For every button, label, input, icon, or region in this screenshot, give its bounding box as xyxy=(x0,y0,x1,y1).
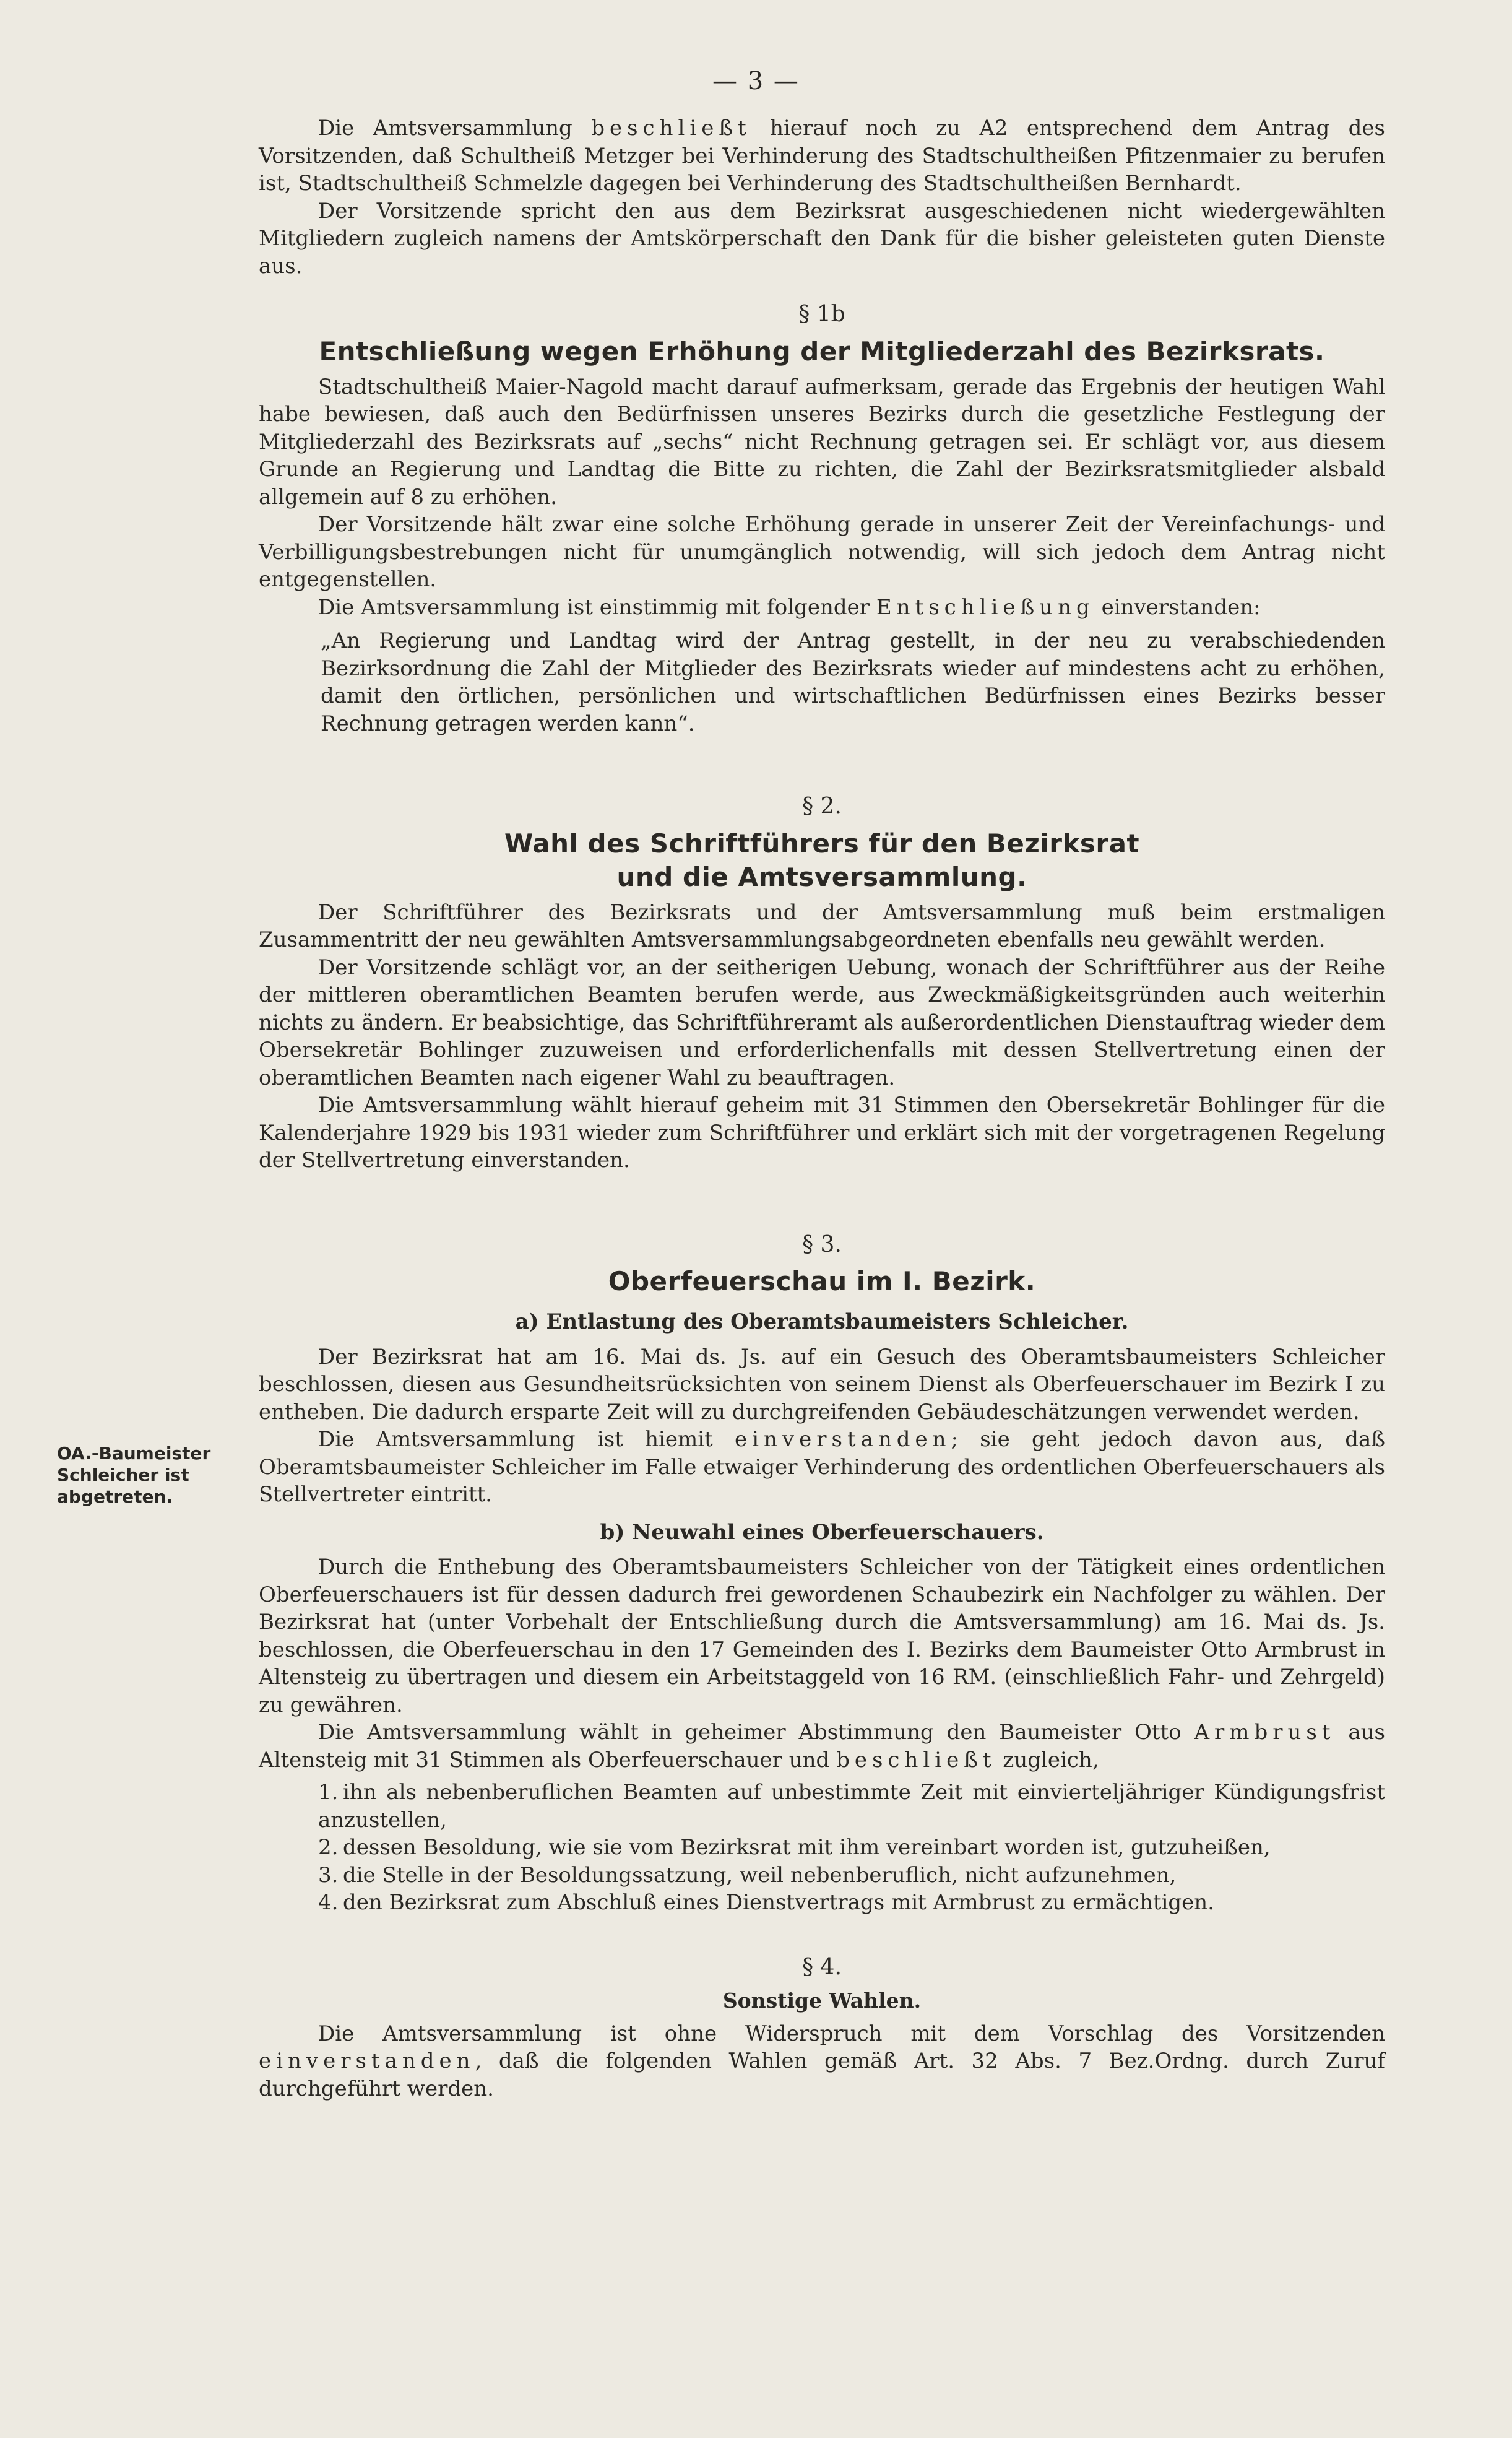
subsection-heading: a) Entlastung des Oberamtsbaumeisters Schleicher. xyxy=(515,1309,1129,1334)
list-number: 4. xyxy=(318,1890,339,1915)
list-text: dessen Besoldung, wie sie vom Bezirksrat mit ihm vereinbart worden ist, gutzuheißen, xyxy=(343,1835,1271,1860)
list-item xyxy=(318,1889,1385,1917)
text-run: Die Amtsversammlung xyxy=(318,116,592,141)
page-number: — 3 — xyxy=(712,67,800,95)
section-heading: Entschließung wegen Erhöhung der Mitgliederzahl des Bezirksrats. xyxy=(319,336,1325,367)
paragraph: Der Vorsitzende schlägt vor, an der seitherigen Uebung, wonach der Schriftführer aus der Reihe der mittleren oberamtlichen Beamten berufen werde, aus Zweckmäßigkeitsgründen auch weiterhin nichts zu ändern. Er beabsichtige, das Schriftführeramt als außerordentlichen Dienstauftrag wieder dem Obersekretär Bohlinger zuzuweisen und erforderlichenfalls mit dessen Stellvertretung einen der oberamtlichen Beamten nach eigener Wahl zu beauftragen. xyxy=(259,955,1385,1090)
paragraph xyxy=(259,1426,1385,1509)
paragraph: Der Schriftführer des Bezirksrats und der Amtsversammlung muß beim erstmaligen Zusammentritt der neu gewählten Amtsversammlungsabgeordneten ebenfalls neu gewählt werden. xyxy=(259,900,1385,952)
subsection-heading: b) Neuwahl eines Oberfeuerschauers. xyxy=(600,1519,1044,1545)
section-heading: und die Amtsversammlung. xyxy=(616,861,1027,892)
margin-note-line: abgetreten. xyxy=(57,1486,173,1507)
list-item xyxy=(318,1862,1385,1889)
spaced-text: einverstanden xyxy=(259,2049,475,2073)
paragraph xyxy=(259,594,1385,622)
spaced-text: Armbrust xyxy=(1194,1720,1336,1745)
paragraph: Der Bezirksrat hat am 16. Mai ds. Js. auf ein Gesuch des Oberamtsbaumeisters Schleicher beschlossen, diesen aus Gesundheitsrücksichten von seinem Dienst als Oberfeuerschauer im Bezirk I zu entheben. Die dadurch ersparte Zeit will zu durchgreifenden Gebäudeschätzungen verwendet werden. xyxy=(259,1344,1385,1425)
margin-note-line: Schleicher ist xyxy=(57,1465,189,1485)
spaced-text: beschließt xyxy=(836,1747,996,1772)
paragraph: Durch die Enthebung des Oberamtsbaumeisters Schleicher von der Tätigkeit eines ordentlichen Oberfeuerschauers ist für dessen dadurch frei gewordenen Schaubezirk ein Nachfolger zu wählen. Der Bezirksrat hat (unter Vorbehalt der Entschließung durch die Amtsversammlung) am 16. Mai ds. Js. beschlossen, die Oberfeuerschau in den 17 Gemeinden des I. Bezirks dem Baumeister Otto Armbrust in Altensteig zu übertragen und diesem ein Arbeitstaggeld von 16 RM. (einschließlich Fahr- und Zehrgeld) zu gewähren. xyxy=(259,1555,1385,1717)
list-text: ihn als nebenberuflichen Beamten auf unbestimmte Zeit mit einvierteljähriger Kündigungsfrist anzustellen, xyxy=(318,1780,1385,1833)
text-run: , daß die folgenden Wahlen gemäß Art. 32 Abs. 7 Bez.Ordng. durch Zuruf durchgeführt werden. xyxy=(259,2049,1385,2101)
text-run: hierauf noch zu A2 entsprechend dem Antrag des Vorsitzenden, daß Schultheiß Metzger bei Verhinderung des Stadtschultheißen Pfitzenmaier zu berufen ist, Stadtschultheiß Schmelzle dagegen bei Verhinderung des Stadtschultheißen Bernhardt. xyxy=(259,116,1385,196)
paragraph xyxy=(259,2020,1385,2103)
list-number: 2. xyxy=(318,1835,339,1860)
resolution-list xyxy=(318,1779,1385,1917)
text-run: Die Amtsversammlung ist ohne Widerspruch mit dem Vorschlag des Vorsitzenden xyxy=(318,2021,1385,2046)
spaced-text: Entschließung xyxy=(876,594,1095,620)
list-number: 3. xyxy=(318,1862,339,1888)
section-number: § 4. xyxy=(802,1954,842,1980)
paragraph xyxy=(259,1719,1385,1774)
section-number: § 1b xyxy=(798,301,845,327)
text-run: aus Altensteig mit 31 Stimmen als Oberfeuerschauer und xyxy=(259,1720,1385,1772)
list-item xyxy=(318,1834,1385,1862)
list-item xyxy=(318,1779,1385,1834)
text-run: Die Amtsversammlung ist einstimmig mit folgender xyxy=(318,594,876,620)
intro-paragraph xyxy=(259,115,1385,197)
page-content xyxy=(259,115,1385,2102)
intro-paragraph: Der Vorsitzende spricht den aus dem Bezirksrat ausgeschiedenen nicht wiedergewählten Mitgliedern zugleich namens der Amtskörperschaft den Dank für die bisher geleisteten guten Dienste aus. xyxy=(259,198,1385,279)
section-heading: Sonstige Wahlen. xyxy=(722,1989,922,2013)
paragraph: Die Amtsversammlung wählt hierauf geheim mit 31 Stimmen den Obersekretär Bohlinger für die Kalenderjahre 1929 bis 1931 wieder zum Schriftführer und erklärt sich mit der vorgetragenen Regelung der Stellvertretung einverstanden. xyxy=(259,1093,1385,1173)
text-run: ; sie geht jedoch davon aus, daß Oberamtsbaumeister Schleicher im Falle etwaiger Verhinderung des ordentlichen Oberfeuerschauers als Stellvertreter eintritt. xyxy=(259,1427,1385,1507)
section-heading: Wahl des Schriftführers für den Bezirksrat xyxy=(504,828,1140,859)
spaced-text: einverstanden xyxy=(735,1427,951,1452)
list-text: den Bezirksrat zum Abschluß eines Dienstvertrags mit Armbrust zu ermächtigen. xyxy=(343,1890,1214,1915)
quoted-resolution: „An Regierung und Landtag wird der Antrag gestellt, in der neu zu verabschiedenden Bezirksordnung die Zahl der Mitglieder des Bezirksrats wieder auf mindestens acht zu erhöhen, damit den örtlichen, persönlichen und wirtschaftlichen Bedürfnissen eines Bezirks besser Rechnung getragen werden kann“. xyxy=(321,628,1385,736)
text-run: Die Amtsversammlung ist hiemit xyxy=(318,1427,735,1452)
text-run: einverstanden: xyxy=(1094,594,1261,620)
margin-note xyxy=(57,1442,243,1507)
section-heading: Oberfeuerschau im I. Bezirk. xyxy=(608,1266,1036,1296)
list-number: 1. xyxy=(318,1780,339,1805)
text-run: zugleich, xyxy=(996,1747,1099,1772)
paragraph: Der Vorsitzende hält zwar eine solche Erhöhung gerade in unserer Zeit der Vereinfachungs- und Verbilligungsbestrebungen nicht für unumgänglich notwendig, will sich jedoch dem Antrag nicht entgegenstellen. xyxy=(259,512,1385,592)
margin-note-line: OA.-Baumeister xyxy=(57,1443,211,1464)
section-number: § 2. xyxy=(802,794,842,819)
paragraph: Stadtschultheiß Maier-Nagold macht darauf aufmerksam, gerade das Ergebnis der heutigen Wahl habe bewiesen, daß auch den Bedürfnissen unseres Bezirks durch die gesetzliche Festlegung der Mitgliederzahl des Bezirksrats auf „sechs“ nicht Rechnung getragen sei. Er schlägt vor, aus diesem Grunde an Regierung und Landtag die Bitte zu richten, die Zahl der Bezirksratsmitglieder alsbald allgemein auf 8 zu erhöhen. xyxy=(259,374,1385,510)
list-text: die Stelle in der Besoldungssatzung, weil nebenberuflich, nicht aufzunehmen, xyxy=(343,1862,1177,1888)
spaced-text: beschließt xyxy=(591,116,751,141)
text-run: Die Amtsversammlung wählt in geheimer Abstimmung den Baumeister Otto xyxy=(318,1720,1194,1745)
section-number: § 3. xyxy=(802,1231,842,1257)
